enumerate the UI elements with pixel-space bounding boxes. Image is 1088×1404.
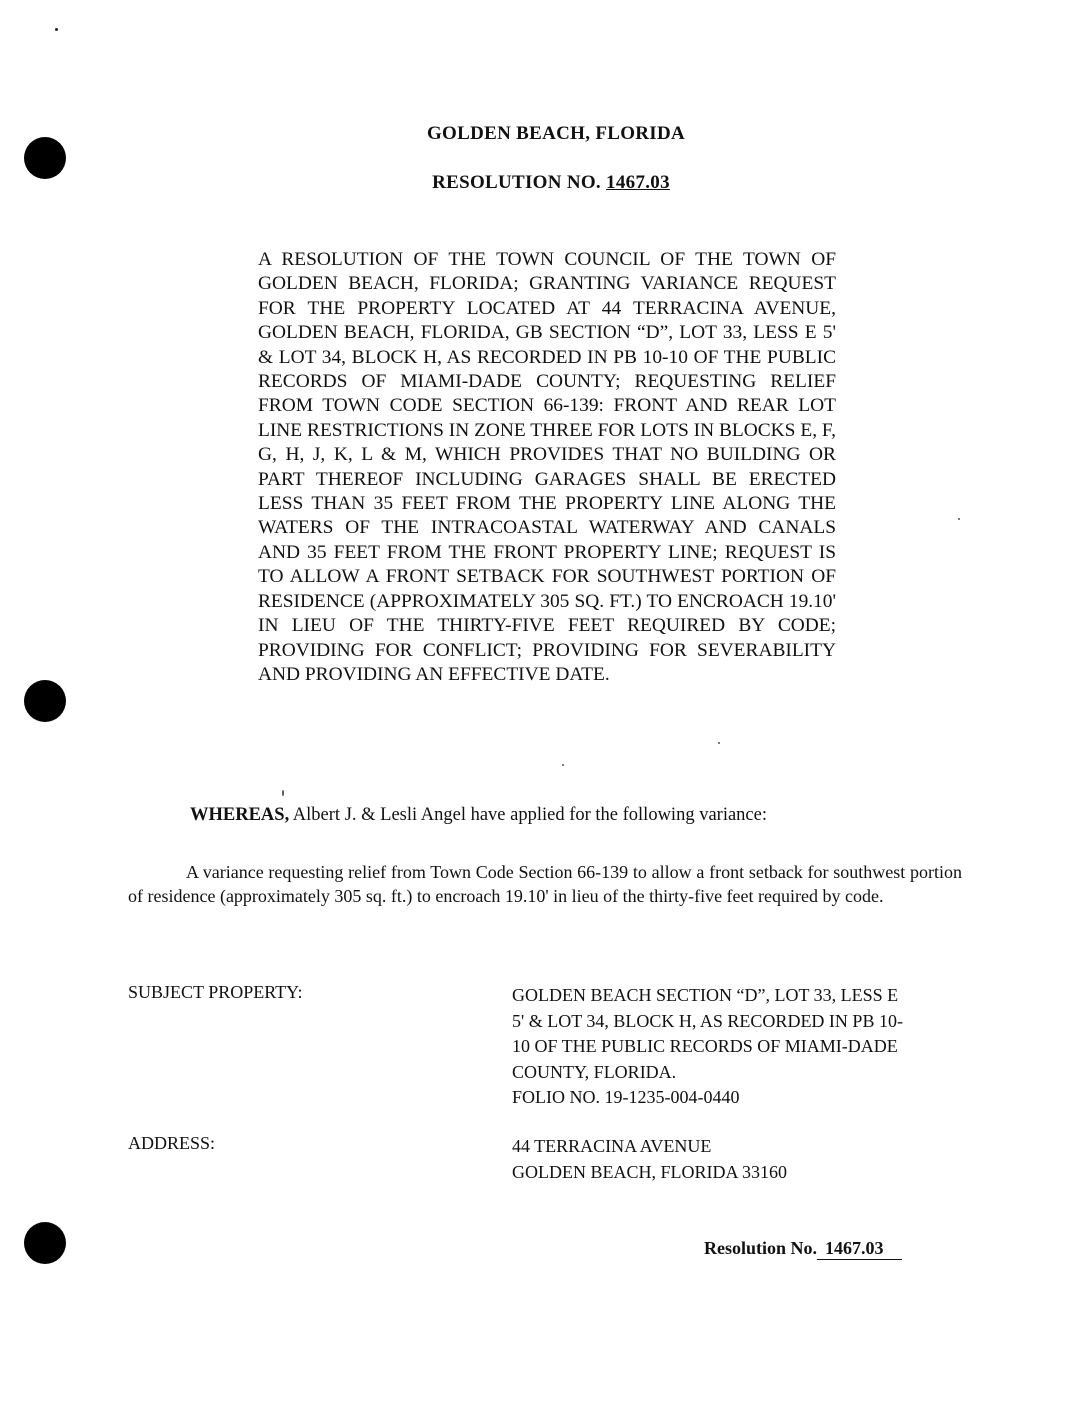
whereas-text: Albert J. & Lesli Angel have applied for the following variance: — [289, 805, 767, 825]
variance-paragraph: A variance requesting relief from Town Code Section 66-139 to allow a front setback for southwest portion of residence (approximately 305 sq. ft.) to encroach 19.10' in lieu of the thirty-five feet required by code. — [128, 862, 962, 906]
scan-speck — [55, 28, 58, 31]
subject-property-line: 10 OF THE PUBLIC RECORDS OF MIAMI-DADE — [512, 1036, 898, 1056]
resolution-title-paragraph: A RESOLUTION OF THE TOWN COUNCIL OF THE TOWN OF GOLDEN BEACH, FLORIDA; GRANTING VARIANCE REQUEST FOR THE PROPERTY LOCATED AT 44 TERRACINA AVENUE, GOLDEN BEACH, FLORIDA, GB SECTION “D”, LOT 33, LESS E 5' & LOT 34, BLOCK H, AS RECORDED IN PB 10-10 OF THE PUBLIC RECORDS OF MIAMI-DADE COUNTY; REQUESTING RELIEF FROM TOWN CODE SECTION 66-139: FRONT AND REAR LOT LINE RESTRICTIONS IN ZONE THREE FOR LOTS IN BLOCKS E, F, G, H, J, K, L & M, WHICH PROVIDES THAT NO BUILDING OR PART THEREOF INCLUDING GARAGES SHALL BE ERECTED LESS THAN 35 FEET FROM THE PROPERTY LINE ALONG THE WATERS OF THE INTRACOASTAL WATERWAY AND CANALS AND 35 FEET FROM THE FRONT PROPERTY LINE; REQUEST IS TO ALLOW A FRONT SETBACK FOR SOUTHWEST PORTION OF RESIDENCE (APPROXIMATELY 305 SQ. FT.) TO ENCROACH 19.10' IN LIEU OF THE THIRTY-FIVE FEET REQUIRED BY CODE; PROVIDING FOR CONFLICT; PROVIDING FOR SEVERABILITY AND PROVIDING AN EFFECTIVE DATE. — [258, 249, 836, 685]
scan-speck — [282, 790, 284, 796]
address-label: ADDRESS: — [128, 1133, 216, 1153]
footer-number: 1467.03 — [817, 1238, 902, 1260]
scan-speck — [562, 764, 564, 766]
subject-property-line: COUNTY, FLORIDA. — [512, 1061, 677, 1082]
subject-property-value — [512, 983, 974, 1111]
resolution-number: 1467.03 — [606, 172, 670, 193]
municipality-heading: GOLDEN BEACH, FLORIDA — [426, 123, 686, 144]
subject-property-label: SUBJECT PROPERTY: — [128, 982, 303, 1002]
whereas-clause — [190, 805, 767, 826]
subject-property-line: GOLDEN BEACH SECTION “D”, LOT 33, LESS E — [512, 985, 899, 1005]
resolution-prefix: RESOLUTION NO. — [432, 172, 601, 193]
punch-hole-middle — [24, 680, 66, 722]
folio-number: FOLIO NO. 19-1235-004-0440 — [512, 1087, 740, 1107]
punch-hole-bottom — [24, 1222, 66, 1264]
address-value — [512, 1134, 974, 1185]
footer-resolution-reference — [704, 1238, 902, 1260]
resolution-heading — [0, 172, 1088, 194]
scan-speck — [958, 518, 960, 520]
address-line: 44 TERRACINA AVENUE — [512, 1136, 712, 1156]
subject-property-line: 5' & LOT 34, BLOCK H, AS RECORDED IN PB 10- — [512, 1010, 903, 1031]
address-line: GOLDEN BEACH, FLORIDA 33160 — [512, 1161, 788, 1182]
scan-speck — [718, 742, 720, 744]
whereas-keyword: WHEREAS, — [190, 805, 290, 825]
footer-prefix: Resolution No. — [704, 1238, 818, 1258]
